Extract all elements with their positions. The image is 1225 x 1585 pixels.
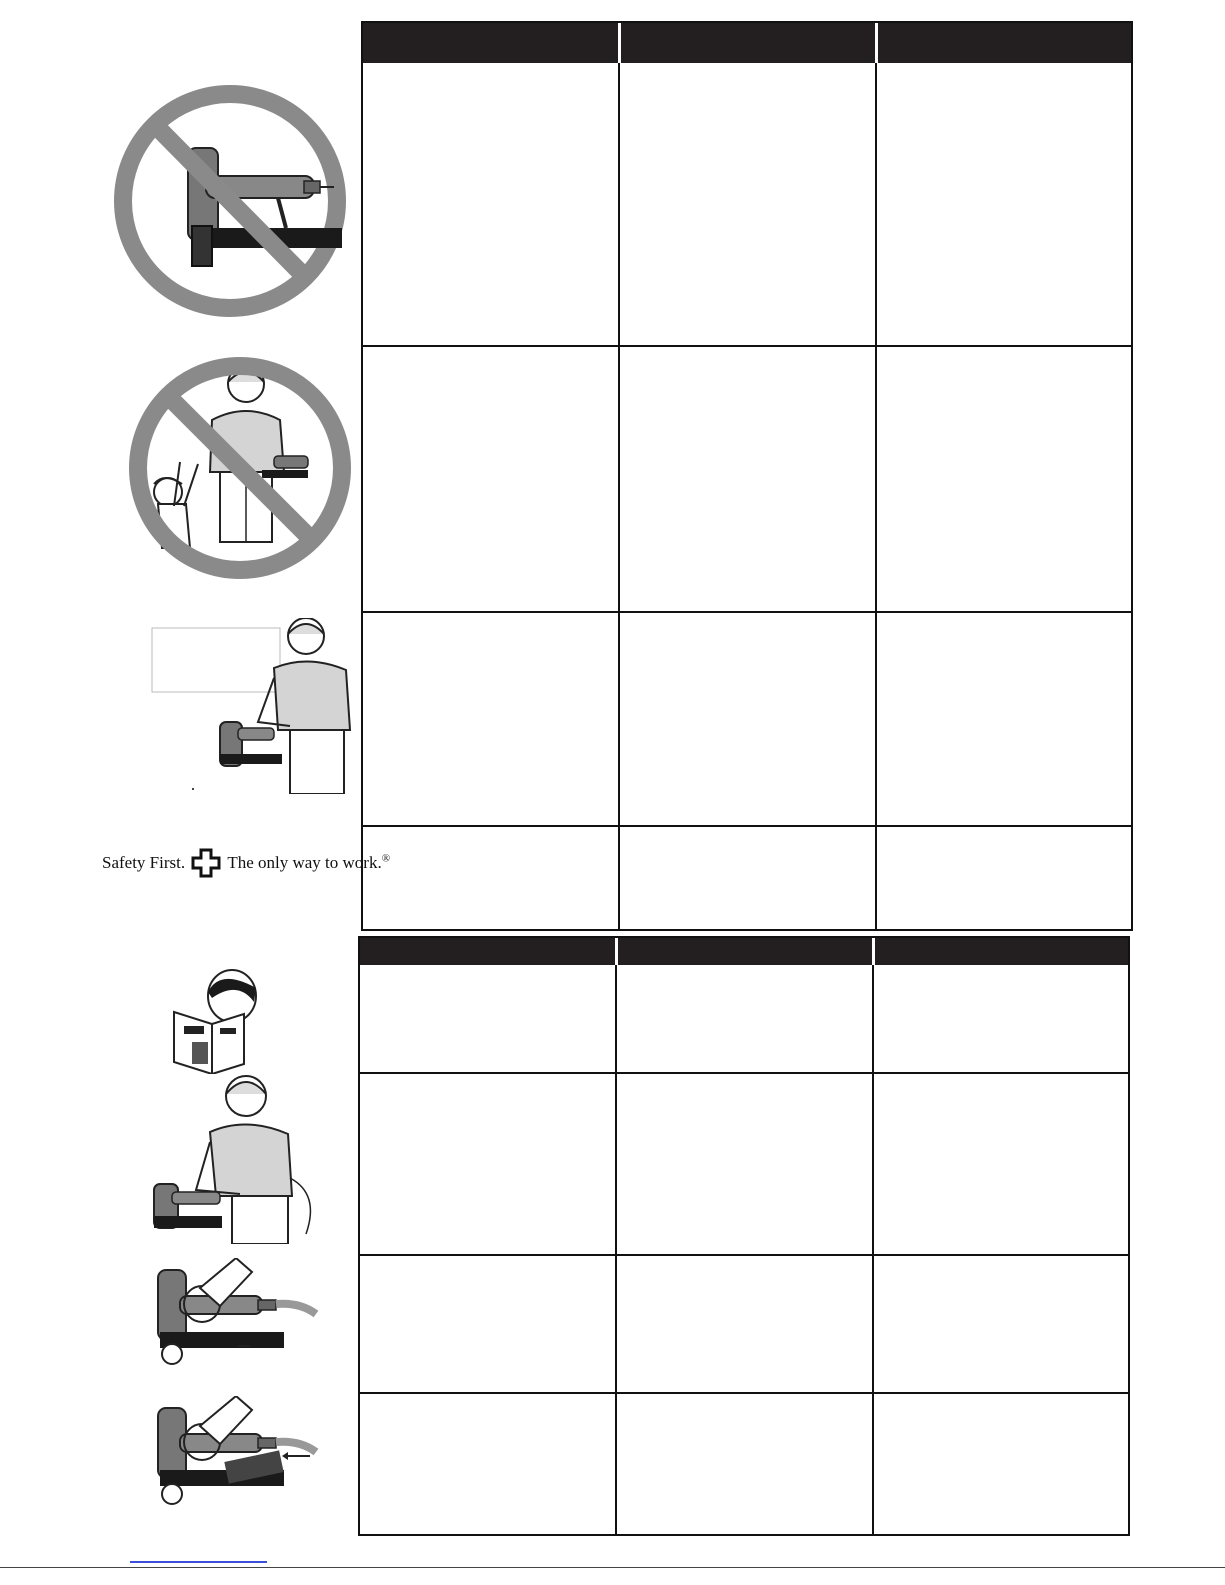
safety-table-top [361,21,1133,931]
prohibited-stapler-icon [108,80,354,322]
prohibited-child-icon [124,352,356,584]
cross-icon [191,848,221,878]
table-row [360,965,1130,1072]
tagline-right: The only way to work. [227,853,382,872]
worker-with-stapler-icon [150,618,360,794]
table-header [360,938,1128,965]
registered-mark: ® [381,852,391,865]
table-row [360,1256,1130,1392]
footer-rule [0,1567,1225,1568]
table-row [360,1394,1130,1536]
table-row [363,827,1133,931]
tagline-left: Safety First. [102,853,186,872]
worker-operating-stapler-icon [150,1074,322,1244]
safety-table-bottom [358,936,1130,1536]
hand-on-trigger-icon [150,1258,320,1368]
table-row [363,347,1133,611]
loading-staples-icon [150,1396,320,1508]
print-mark [192,788,194,790]
man-reading-manual-icon [168,968,264,1074]
table-header [363,23,1131,63]
footer-link-underline[interactable] [130,1561,267,1563]
table-row [363,613,1133,825]
safety-tagline [102,848,390,878]
table-row [360,1074,1130,1254]
table-row [363,63,1133,345]
